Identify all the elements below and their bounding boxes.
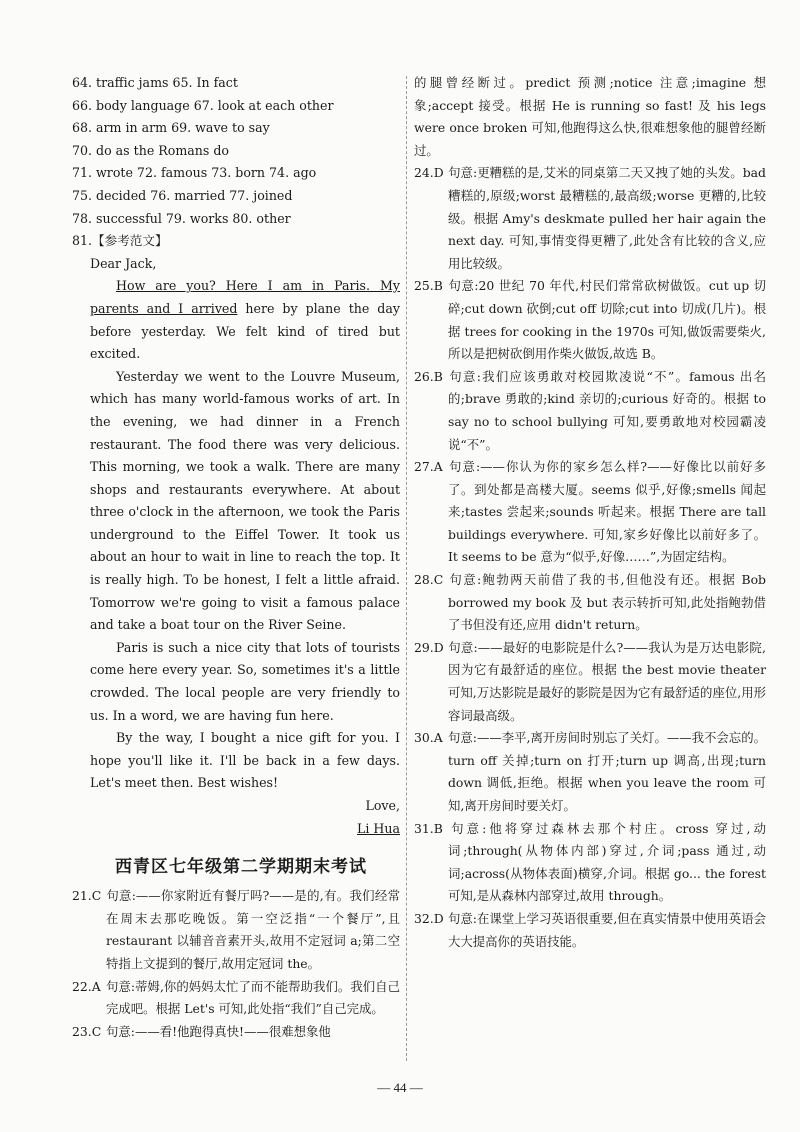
page-number: — 44 — bbox=[377, 1080, 423, 1095]
question-explanation bbox=[414, 818, 766, 908]
column-divider bbox=[406, 76, 407, 1061]
question-number: 25.B bbox=[414, 278, 443, 294]
letter-signature: Li Hua bbox=[357, 820, 400, 836]
question-number: 26.B bbox=[414, 368, 443, 384]
letter-paragraph-3: Paris is such a nice city that lots of tourists come here every year. So, sometimes it's a little crowded. The local people are very friendly to us. In a word, we are having fun here. bbox=[90, 639, 400, 723]
question-explanation bbox=[414, 637, 766, 727]
question-text: 句意:——最好的电影院是什么?——我认为是万达电影院,因为它有最舒适的座位。根据 the best movie theater 可知,万达影院是最好的影院是因为它有最舒适的座位,用形容词最高级。 bbox=[448, 639, 766, 723]
question-explanation bbox=[414, 727, 766, 817]
sample-letter bbox=[90, 253, 400, 840]
question-text: 句意:在课堂上学习英语很重要,但在真实情景中使用英语会大大提高你的英语技能。 bbox=[448, 910, 766, 949]
underlined-text: parents and I arrived bbox=[90, 300, 238, 316]
question-explanation bbox=[72, 1021, 400, 1044]
question-number: 21.C bbox=[72, 888, 102, 904]
question-text: 句意:——李平,离开房间时别忘了关灯。——我不会忘的。turn off 关掉;turn on 打开;turn up 调高,出现;turn down 调低,拒绝。根据 when you leave the room 可知,离开房间时要关灯。 bbox=[448, 730, 766, 813]
answer-line: 68. arm in arm 69. wave to say bbox=[72, 120, 270, 136]
question-number: 23.C bbox=[72, 1023, 102, 1039]
answer-line: 70. do as the Romans do bbox=[72, 142, 230, 158]
question-explanation bbox=[414, 275, 766, 365]
question-text: 句意:——看!他跑得真快!——很难想象他 bbox=[106, 1023, 331, 1039]
question-number: 29.D bbox=[414, 639, 444, 655]
underlined-text: How are you? Here I am in Paris. My bbox=[116, 278, 400, 294]
question-text: 句意:更糟糕的是,艾米的同桌第二天又拽了她的头发。bad 糟糕的,原级;worst 最糟糕的,最高级;worse 更糟的,比较级。根据 Amy's deskmate pulled her hair again the next day. 可知,事情变得更糟了,此处含有比较的含义,应用比较级。 bbox=[448, 165, 766, 271]
letter-closing: Love, bbox=[365, 798, 400, 813]
question-explanation bbox=[414, 456, 766, 569]
question-number: 30.A bbox=[414, 730, 443, 746]
question-text: 句意:——你家附近有餐厅吗?——是的,有。我们经常在周末去那吃晚饭。第一空泛指“一个餐厅”,且 restaurant 以辅音音素开头,故用不定冠词 a;第二空特指上文提到的餐厅,故用定冠词 the。 bbox=[106, 888, 400, 971]
right-column bbox=[414, 72, 766, 953]
section-title: 西青区七年级第二学期期末考试 bbox=[115, 857, 367, 878]
answer-line: 78. successful 79. works 80. other bbox=[72, 210, 291, 226]
question-text: 句意:我们应该勇敢对校园欺凌说“不”。famous 出名的;brave 勇敢的;kind 亲切的;curious 好奇的。根据 to say no to school bullying 可知,要勇敢地对校园霸凌说“不”。 bbox=[448, 368, 766, 452]
question-explanation bbox=[414, 366, 766, 456]
question-text: 句意:他将穿过森林去那个村庄。cross 穿过,动词;through(从物体内部)穿过,介词;pass 通过,动词;across(从物体表面)横穿,介词。根据 go... the forest 可知,是从森林内部穿过,故用 through。 bbox=[448, 820, 766, 904]
answer-line: 66. body language 67. look at each other bbox=[72, 97, 334, 113]
question-number: 22.A bbox=[72, 978, 101, 994]
question-explanation bbox=[72, 885, 400, 975]
question-continuation: 的腿曾经断过。predict 预测;notice 注意;imagine 想象;accept 接受。根据 He is running so fast! 及 his legs were once broken 可知,他跑得这么快,很难想象他的腿曾经断过。 bbox=[414, 75, 766, 158]
question-text: 句意:蒂姆,你的妈妈太忙了而不能帮助我们。我们自己完成吧。根据 Let's 可知,此处指“我们”自己完成。 bbox=[106, 978, 400, 1017]
answer-line: 71. wrote 72. famous 73. born 74. ago bbox=[72, 165, 317, 181]
question-explanation bbox=[414, 569, 766, 637]
letter-text: here by plane the day before yesterday. We felt kind of tired but excited. bbox=[90, 300, 400, 362]
answer-line: 75. decided 76. married 77. joined bbox=[72, 187, 293, 203]
letter-paragraph-2: Yesterday we went to the Louvre Museum, which has many world-famous works of art. In the evening, we had dinner in a French restaurant. The food there was very delicious. This morning, we took a walk. There are many shops and restaurants everywhere. At about three o'clock in the afternoon, we took the Paris underground to the Eiffel Tower. It took us about an hour to wait in line to reach the top. It is really high. To be honest, I felt a little afraid. Tomorrow we're going to visit a famous palace and take a boat tour on the River Seine. bbox=[90, 368, 400, 633]
letter-paragraph-1 bbox=[90, 275, 400, 365]
letter-greeting: Dear Jack, bbox=[90, 255, 157, 271]
letter-paragraph-4: By the way, I bought a nice gift for you. I hope you'll like it. I'll be back in a few days. Let's meet then. Best wishes! bbox=[90, 730, 400, 791]
question-number: 32.D bbox=[414, 910, 444, 926]
question-text: 句意:鲍勃两天前借了我的书,但他没有还。根据 Bob borrowed my book 及 but 表示转折可知,此处指鲍勃借了书但没有还,应用 didn't return。 bbox=[448, 572, 766, 633]
question-text: 句意:20 世纪 70 年代,村民们常常砍树做饭。cut up 切碎;cut down 砍倒;cut off 切除;cut into 切成(几片)。根据 trees for cooking in the 1970s 可知,做饭需要柴火,所以是把树砍倒用作柴火做饭,故选 B。 bbox=[448, 278, 766, 362]
question-text: 句意:——你认为你的家乡怎么样?——好像比以前好多了。到处都是高楼大厦。seems 似乎,好像;smells 闻起来;tastes 尝起来;sounds 听起来。根据 There are tall buildings everywhere. 可知,家乡好像比以前好多了。It seems to be 意为“似乎,好像……”,为固定结构。 bbox=[448, 459, 766, 565]
essay-heading: 81.【参考范文】 bbox=[72, 233, 168, 249]
question-explanation bbox=[72, 976, 400, 1021]
question-explanation bbox=[414, 162, 766, 275]
question-explanation bbox=[414, 908, 766, 953]
answer-line: 64. traffic jams 65. In fact bbox=[72, 75, 238, 90]
left-column bbox=[72, 72, 400, 1043]
question-number: 27.A bbox=[414, 459, 443, 475]
question-number: 24.D bbox=[414, 165, 444, 181]
question-number: 28.C bbox=[414, 572, 444, 588]
question-number: 31.B bbox=[414, 820, 443, 836]
